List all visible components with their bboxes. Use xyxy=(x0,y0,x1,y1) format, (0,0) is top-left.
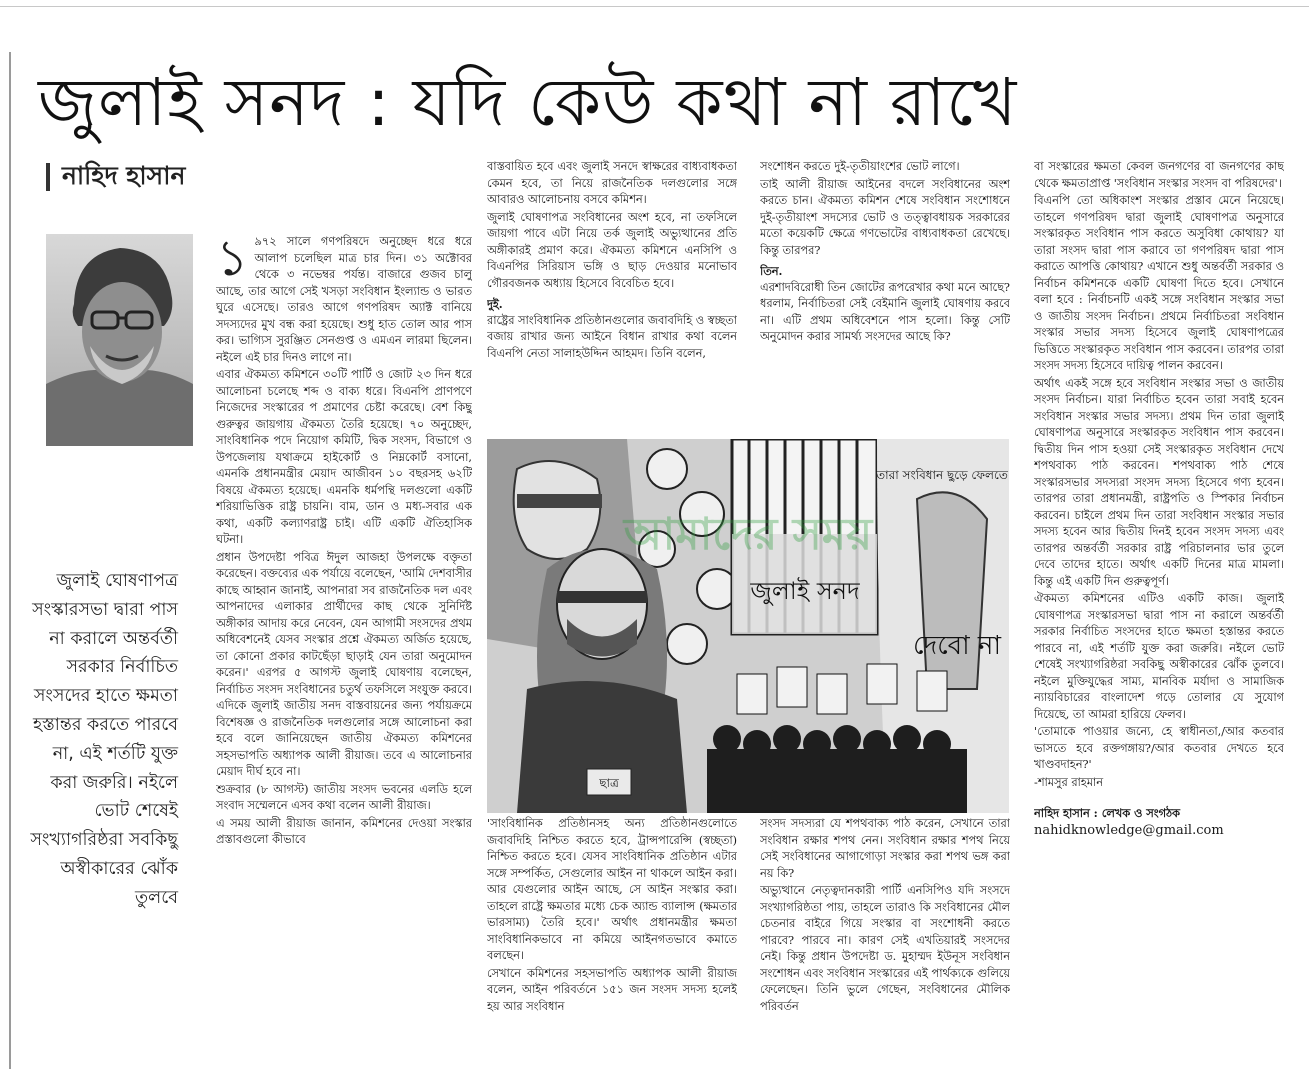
left-margin-rule xyxy=(9,52,11,1069)
article-column-2-top xyxy=(487,159,737,431)
paragraph: অর্থাৎ একই সঙ্গে হবে সংবিধান সংস্কার সভা ও জাতীয় সংসদ নির্বাচন। যারা নির্বাচিত হবেন তারা সবাই হবেন সংবিধান সংস্কার সভার সদস্য। প্রথম দিন তারা জুলাই ঘোষণাপত্র অনুসারে সংস্কারকৃত সংবিধান পাস করবেন। দ্বিতীয় দিন পাস হওয়া সেই সংস্কারকৃত সংবিধান দেখে শপথবাক্য পাঠ করবেন। শপথবাক্য পাঠ শেষে সংস্কারসভার সদস্যরা সংসদ সদস্য হিসেবে গণ্য হবেন। তারপর তারা প্রধানমন্ত্রী, রাষ্ট্রপতি ও স্পিকার নির্বাচন করবেন। চাইলে প্রথম দিন তারা সংবিধান সংস্কার সভার সদস্য হবেন আর দ্বিতীয় দিনই হবেন সংসদ সদস্য এবং তারপর অন্তর্বর্তী সরকার রাষ্ট্র পরিচালনার ভার তুলে দেবে তাদের হাতে। অর্থাৎ একটি দিনের মাত্র মামলা। কিন্তু এই একটি দিন গুরুত্বপূর্ণ। xyxy=(1034,376,1284,588)
right-slogan: তারা সংবিধান ছুড়ে ফেলতে xyxy=(876,468,1008,482)
paragraph: অভ্যুত্থানে নেতৃত্বদানকারী পার্টি এনসিপিও যদি সংসদে সংখ্যাগরিষ্ঠতা পায়, তাহলে তারাও কি সংবিধানের মৌল চেতনার বাইরে গিয়ে সংস্কার বা সংশোধনী করতে পারবে? পারবে না। কারণ সেই এখতিয়ারই সংসদের নেই। কিন্তু প্রধান উপদেষ্টা ড. মুহাম্মদ ইউনূস সংবিধান সংশোধন এবং সংবিধান সংস্কারের এই পার্থক্যকে গুলিয়ে ফেলেছেন। তিনি ভুলে গেছেন, সংবিধানের মৌলিক পরিবর্তন xyxy=(760,884,1010,1013)
paragraph: ঐকমত্য কমিশনের এটিও একটি কাজ। জুলাই ঘোষণাপত্র সংস্কারসভা দ্বারা পাস না করালে অন্তর্বর্তী সরকার নির্বাচিত সংসদের হাতে ক্ষমতা হস্তান্তর করতে পারবে না, এই শর্তটি যুক্ত করা জরুরি। নইলে ভোট শেষেই সংখ্যাগরিষ্ঠরা সবকিছু অস্বীকারের ঝোঁক তুলবে। নইলে মুক্তিযুদ্ধের সাম্য, মানবিক মর্যাদা ও সামাজিক ন্যায়বিচারের বাংলাদেশ গড়ে তোলার যে সুযোগ দিয়েছে, তা আমরা হারিয়ে ফেলব। xyxy=(1034,592,1284,721)
article-column-3-top xyxy=(760,159,1010,431)
top-rule xyxy=(0,6,1309,7)
section-heading: তিন. xyxy=(760,264,783,278)
paragraph: সংশোধন করতে দুই-তৃতীয়াংশের ভোট লাগে। xyxy=(760,160,960,173)
paragraph: এ সময় আলী রীয়াজ জানান, কমিশনের দেওয়া সংস্কার প্রস্তাবগুলো কীভাবে xyxy=(216,816,472,846)
byline-bar xyxy=(46,163,50,191)
article-column-2-bottom xyxy=(487,816,737,1066)
paragraph: বিএনপি তো অধিকাংশ সংস্কার প্রস্তাব মেনে নিয়েছে। তাহলে গণপরিষদ দ্বারা জুলাই ঘোষণাপত্র অনুসারে সংস্কারকৃত সংবিধান পাস করতে অসুবিধা কোথায়? যা তারা সংসদ দ্বারা পাস করাবে তা গণপরিষদ দ্বারা পাস করাতে আপত্তি কোথায়? এখানে শুধু অন্তর্বর্তী সরকার ও নির্বাচন কমিশনকে একটি ঘোষণা দিতে হবে। সেখানে বলা হবে : নির্বাচনটি একই সঙ্গে সংবিধান সংস্কার সভা ও জাতীয় সংসদ নির্বাচন। প্রথমে নির্বাচিতরা সংবিধান সংস্কার সভার সদস্য হিসেবে জুলাই ঘোষণাপত্রের ভিত্তিতে সংস্কারকৃত সংবিধান পাস করবেন। তারপর তারা সংসদ সদস্য হিসেবে দায়িত্ব পালন করবেন। xyxy=(1034,194,1284,372)
paragraph: এরশাদবিরোধী তিন জোটের রূপরেখার কথা মনে আছে? ধরলাম, নির্বাচিতরা সেই বেইমানি জুলাই ঘোষণায় করবে না। এটি প্রথম অধিবেশনে পাস হলো। কিন্তু সেটি অনুমোদন করার সামর্থ্য সংসদের আছে কি? xyxy=(760,280,1010,343)
paragraph: 'সাংবিধানিক প্রতিষ্ঠানসহ অন্য প্রতিষ্ঠানগুলোতে জবাবদিহি নিশ্চিত করতে হবে, ট্রান্সপারেন্সি (স্বচ্ছতা) নিশ্চিত করতে হবে। যেসব সাংবিধানিক প্রতিষ্ঠান এটার সঙ্গে সম্পর্কিত, সেগুলোর আইন না থাকলে আইন করা। আর যেগুলোর আইন আছে, সে আইন সংস্কার করা। তাহলে রাষ্ট্রে ক্ষমতার মধ্যে চেক অ্যান্ড ব্যালান্স (ক্ষমতার ভারসাম্য) তৈরি হবে।' অর্থাৎ প্রধানমন্ত্রীর ক্ষমতা সাংবিধানিকভাবে না কমিয়ে আইনগতভাবে কমাতে বলছেন। xyxy=(487,817,737,962)
paragraph: জুলাই ঘোষণাপত্র সংবিধানের অংশ হবে, না তফসিলে জায়গা পাবে এটা নিয়ে তর্ক জুলাই অভ্যুত্থানের প্রতি অঙ্গীকারই প্রমাণ করে। ঐকমত্য কমিশনে এনসিপি ও বিএনপির সিরিয়াস ভঙ্গি ও ছাড় দেওয়ার মনোভাব গৌরবজনক অধ্যায় হিসেবে বিবেচিত হবে। xyxy=(487,210,737,290)
author-note: নাহিদ হাসান : লেখক ও সংগঠক xyxy=(1034,806,1180,820)
byline xyxy=(46,162,185,192)
paragraph: বা সংস্কারের ক্ষমতা কেবল জনগণের বা জনগণের কাছ থেকে ক্ষমতাপ্রাপ্ত 'সংবিধান সংস্কার সংসদ বা পরিষদের'। xyxy=(1034,160,1284,190)
article-column-4 xyxy=(1034,159,1284,1067)
poem-quote: 'তোমাকে পাওয়ার জন্যে, হে স্বাধীনতা,/আর কতবার ভাসতে হবে রক্তগঙ্গায়?/আর কতবার দেখতে হবে খাণ্ডবদাহন?' xyxy=(1034,725,1284,771)
right-slogan-2: দেবো না xyxy=(913,631,1001,661)
author-photo xyxy=(46,234,193,446)
section-heading: দুই. xyxy=(487,297,503,311)
paragraph: শুক্রবার (৮ আগস্ট) জাতীয় সংসদ ভবনের এলডি হলে সংবাদ সম্মেলনে এসব কথা বলেন আলী রীয়াজ। xyxy=(216,782,472,812)
watermark: আমাদের সময় xyxy=(623,509,873,560)
paragraph: সেখানে কমিশনের সহসভাপতি অধ্যাপক আলী রীয়াজ বলেন, আইন পরিবর্তনে ১৫১ জন সংসদ সদস্য হলেই হয় আর সংবিধান xyxy=(487,966,737,1013)
paragraph: বাস্তবায়িত হবে এবং জুলাই সনদে স্বাক্ষরের বাধ্যবাধকতা কেমন হবে, তা নিয়ে রাজনৈতিক দলগুলোর সঙ্গে আবারও আলোচনায় বসবে কমিশন। xyxy=(487,160,737,206)
drop-cap: ১ xyxy=(216,234,249,287)
byline-author: নাহিদ হাসান xyxy=(62,160,186,190)
paragraph: প্রধান উপদেষ্টা পবিত্র ঈদুল আজহা উপলক্ষে বক্তৃতা করেছেন। বক্তব্যের এক পর্যায়ে বলেছেন, 'আমি দেশবাসীর কাছে আহ্বান জানাই, আপনারা সব রাজনৈতিক দল এবং আপনাদের এলাকার প্রার্থীদের কাছ থেকে সুনির্দিষ্ট অঙ্গীকার আদায় করে নেবেন, যেন আগামী সংসদের প্রথম অধিবেশনেই যেসব সংস্কার প্রশ্নে ঐকমত্য অর্জিত হয়েছে, তা কোনো প্রকার কাটছেঁড়া ছাড়াই যেন তারা অনুমোদন করেন।' এরপর ৫ আগস্ট জুলাই ঘোষণায় বলেছেন, নির্বাচিত সংসদ সংবিধানের চতুর্থ তফসিলে সংযুক্ত করবে। এদিকে জুলাই জাতীয় সনদ বাস্তবায়নের জন্য পর্যায়ক্রমে বিশেষজ্ঞ ও রাজনৈতিক দলগুলোর সঙ্গে আলোচনা করা হবে বলে জানিয়েছেন জাতীয় ঐকমত্য কমিশনের সহসভাপতি অধ্যাপক আলী রীয়াজ। তবে এ আলোচনার মেয়াদ দীর্ঘ হবে না। xyxy=(216,550,472,778)
paragraph: ৯৭২ সালে গণপরিষদে অনুচ্ছেদ ধরে ধরে আলাপ চলেছিল মাত্র চার দিন। ৩১ অক্টোবর থেকে ৩ নভেম্বর পর্যন্ত। বাজারে গুজব চালু আছে, তার আগে সেই খসড়া সংবিধান ইংল্যান্ড ও ভারত ঘুরে এসেছে। তারও আগে গণপরিষদ অ্যাক্ট বানিয়ে সদস্যদের মুখ বন্ধ করা হয়েছে। শুধু হাত তোল আর পাস কর। ভাগ্যিস সুরঞ্জিত সেনগুপ্ত ও এমএন লারমা ছিলেন। নইলে এই চার দিনও লাগে না। xyxy=(216,235,472,364)
paragraph: সংসদ সদস্যরা যে শপথবাক্য পাঠ করেন, সেখানে তারা সংবিধান রক্ষার শপথ নেন। সংবিধান রক্ষার শপথ নিয়ে সেই সংবিধানের আগাগোড়া সংস্কার করা শপথ ভঙ্গ করা নয় কি? xyxy=(760,817,1010,880)
board-text: জুলাই সনদ xyxy=(750,577,860,605)
article-column-3-bottom xyxy=(760,816,1010,1066)
article-column-1 xyxy=(216,234,472,1064)
paragraph: তাই আলী রীয়াজ আইনের বদলে সংবিধানের অংশ করতে চান। ঐকমত্য কমিশন শেষে সংবিধান সংশোধনে দুই-তৃতীয়াংশ সদস্যের ভোট ও তত্ত্বাবধায়ক সরকারের মতো কয়েকটি ক্ষেত্রে গণভোটের বাধ্যবাধকতা রেখেছে। কিন্তু তারপর? xyxy=(760,177,1010,257)
headline: জুলাই সনদ : যদি কেউ কথা না রাখে xyxy=(38,64,1018,141)
author-email: nahidknowledge@gmail.com xyxy=(1034,822,1224,838)
paragraph: এবার ঐকমত্য কমিশনে ৩০টি পার্টি ও জোট ২৩ দিন ধরে আলোচনা চলেছে শব্দ ও বাক্য ধরে। বিএনপি প্রাণপণে নিজেদের সংস্কারের প প্রমাণের চেষ্টা করেছে। বেশ কিছু গুরুত্বর জায়গায় ঐকমত্য তৈরি হয়েছে। ৭০ অনুচ্ছেদ, সাংবিধানিক পদে নিয়োগ কমিটি, দ্বিক সংসদ, বিভাগে ও উপজেলায় যথাক্রমে হাইকোর্ট ও নিম্নকোর্ট বসানো, এমনকি প্রধানমন্ত্রীর মেয়াদ আজীবন ১০ বছরসহ ৬২টি বিষয়ে ঐকমত্য হয়েছে। এমনকি ধর্মপন্থি দলগুলো একটি শরিয়াভিত্তিক রাষ্ট্র চায়নি। বাম, ডান ও মধ্য-সবার এক কথা, একটি কল্যাণরাষ্ট্র চাই। এটি একটি ঐতিহাসিক ঘটনা। xyxy=(216,368,472,546)
paragraph: রাষ্ট্রের সাংবিধানিক প্রতিষ্ঠানগুলোর জবাবদিহি ও স্বচ্ছতা বজায় রাখার জন্য আইনে বিধান রাখার কথা বলেন বিএনপি নেতা সালাহউদ্দিন আহমদ। তিনি বলেন, xyxy=(487,313,737,360)
pull-quote: জুলাই ঘোষণাপত্র সংস্কারসভা দ্বারা পাস না করালে অন্তর্বর্তী সরকার নির্বাচিত সংসদের হাতে ক্ষমতা হস্তান্তর করতে পারবে না, এই শর্তটি যুক্ত করা জরুরি। নইলে ভোট শেষেই সংখ্যাগরিষ্ঠরা সবকিছু অস্বীকারের ঝোঁক তুলবে xyxy=(30,571,178,908)
sign-label: ছাত্র xyxy=(599,776,619,790)
graffiti-illustration xyxy=(487,439,1009,813)
poem-attribution: -শামসুর রাহমান xyxy=(1034,775,1104,789)
